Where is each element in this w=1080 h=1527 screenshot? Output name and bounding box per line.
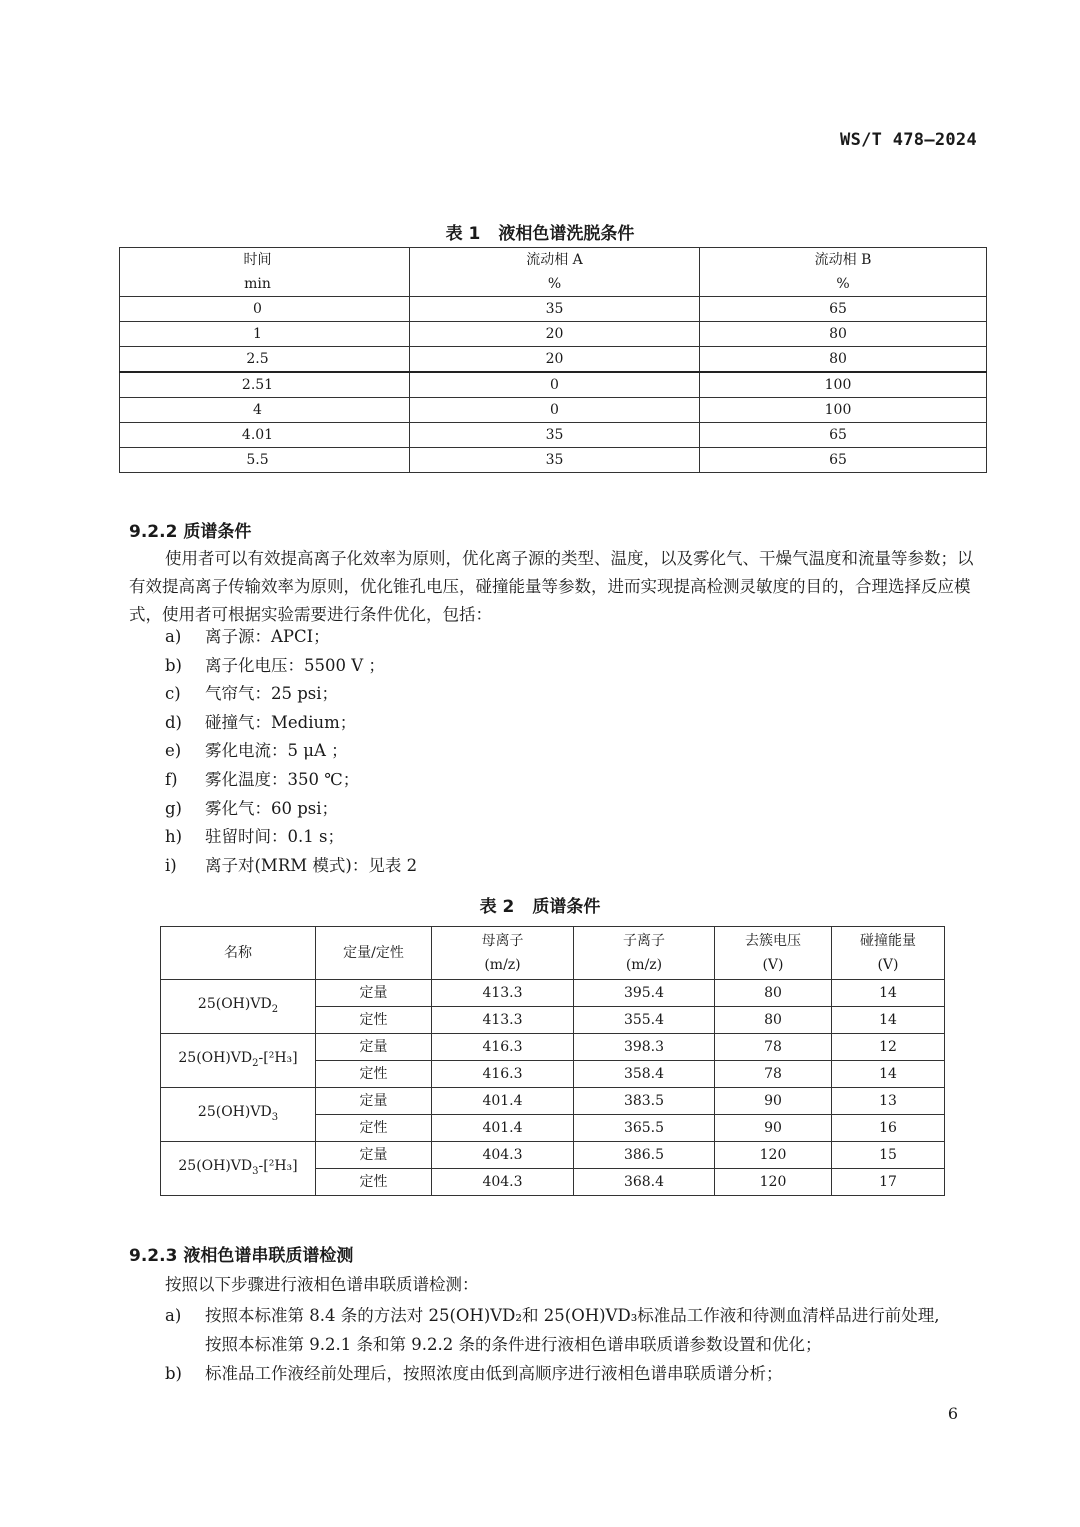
table1-header-phase-b-label: 流动相 B (814, 252, 872, 268)
table2-row (161, 1034, 945, 1061)
table2-cell-parent-ion: 404.3 (432, 1169, 574, 1196)
table2-cell-parent-ion: 416.3 (432, 1034, 574, 1061)
table2-cell-type: 定量 (316, 1088, 432, 1115)
table2-row (161, 1088, 945, 1115)
table2-header-declustering (715, 927, 832, 980)
list-item (165, 766, 965, 795)
step-label: b) (165, 1364, 182, 1383)
table2-cell-compound-name (161, 1088, 316, 1142)
table1-header-time (120, 248, 410, 297)
compound-name-base: 25(OH)VD (197, 1103, 272, 1120)
page-number: 6 (947, 1404, 958, 1423)
table1-cell-time: 1 (120, 322, 410, 347)
table1-header-time-unit: min (244, 276, 271, 292)
table2-cell-declustering-voltage: 80 (715, 1007, 832, 1034)
table1-cell-phase-b: 80 (700, 322, 987, 347)
table1-cell-phase-a: 35 (410, 423, 700, 448)
table1-row (120, 423, 987, 448)
table2-cell-collision-energy: 15 (832, 1142, 945, 1169)
table2-cell-daughter-ion: 386.5 (574, 1142, 715, 1169)
table1-cell-phase-b: 100 (700, 372, 987, 398)
list-item (165, 823, 965, 852)
elution-conditions-table (119, 247, 987, 473)
table1-row (120, 297, 987, 322)
compound-name-label-suffix: -[²H₃] (258, 1157, 298, 1174)
list-item-text: 雾化气：60 psi； (205, 798, 339, 818)
list-item (165, 737, 965, 766)
table2-header-collision (832, 927, 945, 980)
table1-caption-title: 液相色谱洗脱条件 (498, 224, 635, 244)
table2-cell-compound-name (161, 980, 316, 1034)
table1-header-phase-a-label: 流动相 A (526, 252, 583, 268)
table1-cell-phase-b: 65 (700, 297, 987, 322)
table2-cell-type: 定量 (316, 980, 432, 1007)
list-item-label: g) (165, 798, 182, 818)
table2-cell-type: 定量 (316, 1034, 432, 1061)
table1-cell-phase-b: 100 (700, 398, 987, 423)
table2-cell-type: 定性 (316, 1007, 432, 1034)
table2-cell-collision-energy: 17 (832, 1169, 945, 1196)
table2-cell-parent-ion: 416.3 (432, 1061, 574, 1088)
table1-cell-phase-a: 0 (410, 372, 700, 398)
table2-header-parent-label: 母离子 (481, 933, 524, 949)
document-code: WS/T 478—2024 (840, 130, 977, 150)
table1-cell-phase-a: 0 (410, 398, 700, 423)
list-item (165, 709, 965, 738)
table2-cell-collision-energy: 12 (832, 1034, 945, 1061)
table2-cell-declustering-voltage: 90 (715, 1115, 832, 1142)
step-item (165, 1301, 955, 1359)
list-item-label: f) (165, 769, 178, 789)
table2-cell-type: 定性 (316, 1169, 432, 1196)
compound-name-subscript: 2 (271, 1003, 279, 1015)
compound-name-base: 25(OH)VD (178, 1049, 253, 1066)
table2-caption-number: 表 2 (479, 897, 515, 917)
section-9-2-2-paragraph: 使用者可以有效提高离子化效率为原则，优化离子源的类型、温度，以及雾化气、干燥气温度和流量等参数；以有效提高离子传输效率为原则，优化锥孔电压，碰撞能量等参数，进而实现提高检测灵敏度的目的，合理选择反应模式，使用者可根据实验需要进行条件优化，包括： (129, 549, 974, 624)
section-9-2-3-title: 9.2.3 液相色谱串联质谱检测 (129, 1246, 354, 1266)
table2-body (161, 980, 945, 1196)
compound-name-subscript: 3 (252, 1165, 259, 1177)
list-item-label: c) (165, 684, 181, 704)
table2-cell-daughter-ion: 395.4 (574, 980, 715, 1007)
list-item (165, 652, 965, 681)
list-item (165, 623, 965, 652)
compound-name-label-suffix: -[²H₃] (258, 1049, 298, 1066)
list-item-label: h) (165, 827, 183, 847)
list-item-label: d) (165, 712, 182, 732)
table2-cell-declustering-voltage: 90 (715, 1088, 832, 1115)
section-9-2-3-lead: 按照以下步骤进行液相色谱串联质谱检测： (165, 1275, 479, 1294)
table2-caption (0, 892, 1080, 917)
table1-row (120, 398, 987, 423)
table2-cell-daughter-ion: 383.5 (574, 1088, 715, 1115)
table1-row (120, 372, 987, 398)
list-item-text: 雾化温度：350 ℃； (205, 769, 360, 789)
table2-cell-type: 定性 (316, 1115, 432, 1142)
table2-cell-type: 定性 (316, 1061, 432, 1088)
list-item-text: 驻留时间：0.1 s； (205, 827, 344, 847)
list-item-label: b) (165, 655, 182, 675)
list-item-text: 气帘气：25 psi； (205, 684, 339, 704)
table2-cell-declustering-voltage: 120 (715, 1169, 832, 1196)
list-item (165, 680, 965, 709)
table1-cell-phase-a: 20 (410, 322, 700, 347)
step-text: 按照本标准第 8.4 条的方法对 25(OH)VD₂和 25(OH)VD₃标准品工作液和待测血清样品进行前处理,按照本标准第 9.2.1 条和第 9.2.2 条的条件进行液相色谱串联质谱参数设置和优化； (205, 1306, 940, 1354)
table1-cell-time: 4 (120, 398, 410, 423)
list-item-text: 离子源：APCI； (205, 627, 330, 646)
table2-cell-parent-ion: 401.4 (432, 1115, 574, 1142)
table2-cell-collision-energy: 14 (832, 1061, 945, 1088)
step-text: 标准品工作液经前处理后，按照浓度由低到高顺序进行液相色谱串联质谱分析； (205, 1364, 783, 1383)
table1-header-time-label: 时间 (243, 252, 272, 268)
table2-cell-declustering-voltage: 120 (715, 1142, 832, 1169)
ms-conditions-table (160, 926, 945, 1196)
compound-name-base: 25(OH)VD (197, 995, 272, 1012)
list-item-text: 离子化电压：5500 V ； (205, 655, 385, 675)
table2-header-type: 定量/定性 (316, 927, 432, 980)
step-label: a) (165, 1306, 182, 1325)
table2-cell-compound-name (161, 1034, 316, 1088)
table1-header-phase-b-unit: % (836, 276, 850, 292)
table2-header-row (161, 927, 945, 980)
table1-header-row (120, 248, 987, 297)
list-item-label: i) (165, 855, 177, 875)
table1-body (120, 297, 987, 473)
ms-conditions-list (165, 623, 965, 880)
table2-cell-daughter-ion: 365.5 (574, 1115, 715, 1142)
table1-header-phase-a (410, 248, 700, 297)
table1-cell-time: 2.51 (120, 372, 410, 398)
table1-header-phase-a-unit: % (547, 276, 562, 292)
table1-header-phase-b (700, 248, 987, 297)
list-item-text: 雾化电流：5 μA ； (205, 741, 348, 761)
table1-caption-number: 表 1 (445, 224, 481, 244)
table1-cell-phase-a: 35 (410, 297, 700, 322)
list-item-label: e) (165, 741, 182, 761)
table1-cell-phase-b: 65 (700, 423, 987, 448)
table2-cell-declustering-voltage: 78 (715, 1034, 832, 1061)
table2-header-daughter-label: 子离子 (623, 933, 665, 949)
table2-header-declustering-label: 去簇电压 (745, 933, 801, 949)
table2-cell-daughter-ion: 368.4 (574, 1169, 715, 1196)
list-item-text: 碰撞气：Medium； (205, 712, 357, 732)
table2-cell-daughter-ion: 355.4 (574, 1007, 715, 1034)
table2-cell-daughter-ion: 398.3 (574, 1034, 715, 1061)
table2-header-collision-label: 碰撞能量 (860, 933, 916, 949)
table1-cell-time: 2.5 (120, 347, 410, 373)
lcms-steps-list (165, 1301, 955, 1388)
table1-row (120, 322, 987, 347)
table2-header-collision-unit: (V) (877, 957, 899, 973)
compound-name-base: 25(OH)VD (178, 1157, 253, 1174)
table2-row (161, 980, 945, 1007)
table2-header-parent (432, 927, 574, 980)
table1-cell-time: 4.01 (120, 423, 410, 448)
table1-row (120, 448, 987, 473)
compound-name-subscript: 2 (252, 1057, 259, 1069)
table1-row (120, 347, 987, 373)
table2-cell-collision-energy: 14 (832, 1007, 945, 1034)
table2-cell-declustering-voltage: 78 (715, 1061, 832, 1088)
table2-cell-daughter-ion: 358.4 (574, 1061, 715, 1088)
table2-cell-parent-ion: 413.3 (432, 980, 574, 1007)
table1-cell-time: 0 (120, 297, 410, 322)
table2-cell-parent-ion: 401.4 (432, 1088, 574, 1115)
table2-header-declustering-unit: (V) (762, 957, 784, 973)
table2-cell-collision-energy: 13 (832, 1088, 945, 1115)
table1-cell-phase-b: 80 (700, 347, 987, 373)
table1-cell-phase-a: 35 (410, 448, 700, 473)
table2-header-parent-unit: (m/z) (484, 957, 521, 973)
compound-name-subscript: 3 (271, 1111, 279, 1123)
list-item (165, 795, 965, 824)
section-9-2-2-title: 9.2.2 质谱条件 (129, 522, 252, 542)
table2-cell-collision-energy: 16 (832, 1115, 945, 1142)
table2-header-daughter (574, 927, 715, 980)
table1-caption (0, 219, 1080, 244)
table2-cell-declustering-voltage: 80 (715, 980, 832, 1007)
table2-caption-title: 质谱条件 (532, 897, 601, 917)
table2-cell-parent-ion: 413.3 (432, 1007, 574, 1034)
table2-cell-compound-name (161, 1142, 316, 1196)
step-item (165, 1359, 955, 1388)
table2-row (161, 1142, 945, 1169)
table1-cell-phase-b: 65 (700, 448, 987, 473)
table2-cell-type: 定量 (316, 1142, 432, 1169)
table2-header-daughter-unit: (m/z) (625, 957, 663, 973)
table2-header-name: 名称 (161, 927, 316, 980)
table1-cell-phase-a: 20 (410, 347, 700, 373)
list-item (165, 852, 965, 881)
list-item-label: a) (165, 627, 182, 646)
table2-cell-parent-ion: 404.3 (432, 1142, 574, 1169)
list-item-text: 离子对(MRM 模式)：见表 2 (205, 855, 418, 875)
table1-cell-time: 5.5 (120, 448, 410, 473)
table2-cell-collision-energy: 14 (832, 980, 945, 1007)
